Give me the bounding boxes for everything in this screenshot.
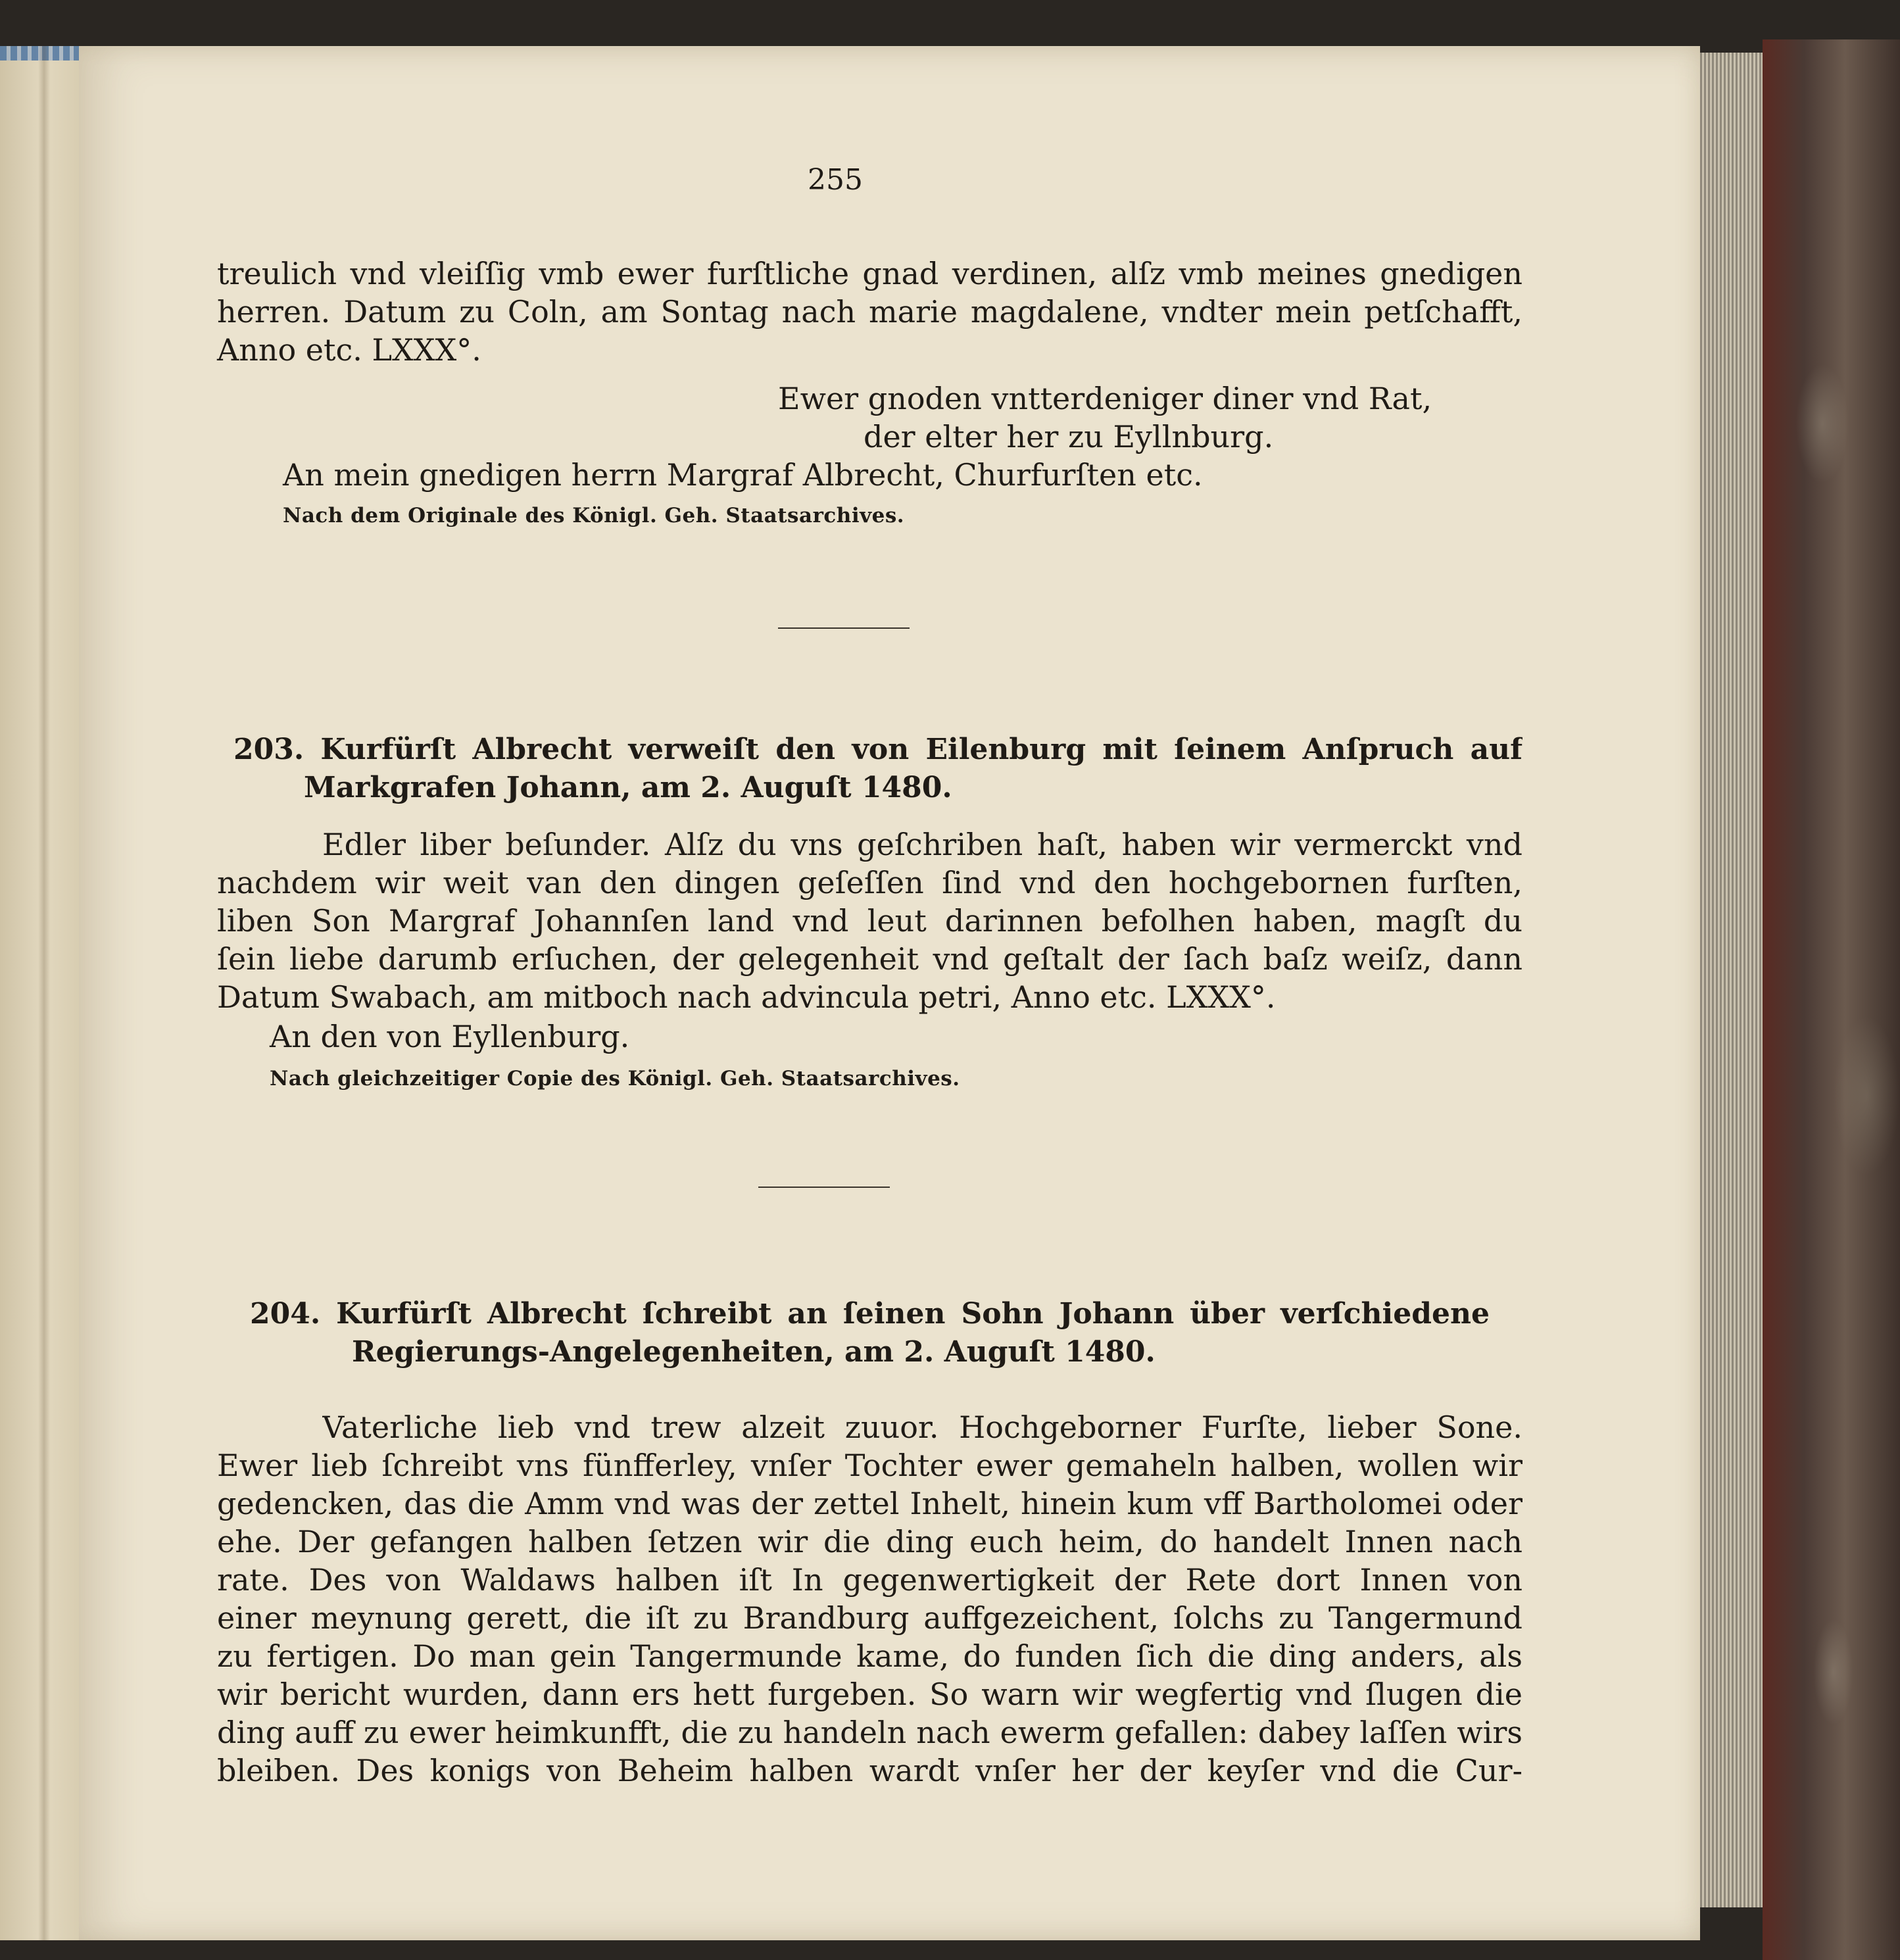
text-line: einer meynung gerett, die iſt zu Brandburg auffgezeichent, ſolchs zu Tangermund <box>217 1600 1522 1636</box>
address-line: An den von Eyllenburg. <box>270 1019 630 1054</box>
cover-marbling <box>1789 39 1900 1960</box>
text-line: nachdem wir weit van den dingen geſeſſen ſind vnd den hochgebornen furſten, <box>217 865 1522 900</box>
text-line: treulich vnd vleiſſig vmb ewer furſtliche gnad verdinen, alſz vmb meines gnedigen <box>217 256 1522 291</box>
text-line: wir bericht wurden, dann ers hett furgeben. So warn wir wegfertig vnd ſlugen die <box>217 1677 1522 1712</box>
text-line: rate. Des von Waldaws halben iſt In gegenwertigkeit der Rete dort Innen von <box>217 1562 1522 1598</box>
document-heading: Regierungs-Angelegenheiten, am 2. Auguſt 1480. <box>352 1335 1156 1369</box>
page-edges <box>1700 53 1763 1907</box>
document-heading: 204. Kurfürſt Albrecht ſchreibt an ſeinen Sohn Johann über verſchiedene <box>250 1297 1490 1331</box>
signature-line: Ewer gnoden vntterdeniger diner vnd Rat, <box>778 381 1432 416</box>
section-divider <box>758 1187 890 1188</box>
source-note: Nach gleichzeitiger Copie des Königl. Geh. Staatsarchives. <box>270 1067 960 1090</box>
page-number: 255 <box>808 163 863 197</box>
text-line: Ewer lieb ſchreibt vns fünfferley, vnſer Tochter ewer gemaheln halben, wollen wir <box>217 1448 1522 1483</box>
document-heading: Markgrafen Johann, am 2. Auguſt 1480. <box>304 771 952 804</box>
text-line: zu fertigen. Do man gein Tangermunde kame, do funden ſich die ding anders, als <box>217 1638 1522 1674</box>
text-line: Edler liber beſunder. Alſz du vns geſchriben haſt, haben wir vermerckt vnd <box>322 827 1522 862</box>
signature-line: der elter her zu Eyllnburg. <box>864 419 1274 454</box>
text-line: Datum Swabach, am mitboch nach advincula petri, Anno etc. LXXX°. <box>217 979 1276 1015</box>
text-line: bleiben. Des konigs von Beheim halben wardt vnſer her der keyſer vnd die Cur- <box>217 1753 1522 1788</box>
page-content <box>79 46 1700 1940</box>
text-line: Anno etc. LXXX°. <box>217 332 481 368</box>
book-page <box>79 46 1700 1940</box>
text-line: gedencken, das die Amm vnd was der zettel Inhelt, hinein kum vff Bartholomei oder <box>217 1486 1522 1521</box>
spine-fold <box>38 46 50 1940</box>
section-divider <box>778 627 910 629</box>
text-line: ding auff zu ewer heimkunfft, die zu handeln nach ewerm gefallen: dabey laſſen wirs <box>217 1715 1522 1750</box>
source-note: Nach dem Originale des Königl. Geh. Staatsarchives. <box>283 504 905 527</box>
text-line: herren. Datum zu Coln, am Sontag nach marie magdalene, vndter mein petſchafft, <box>217 294 1522 330</box>
text-line: ſein liebe darumb erſuchen, der gelegenheit vnd geſtalt der ſach baſz weiſz, dann <box>217 941 1522 977</box>
text-line: ehe. Der gefangen halben ſetzen wir die ding euch heim, do handelt Innen nach <box>217 1524 1522 1559</box>
document-heading: 203. Kurfürſt Albrecht verweiſt den von Eilenburg mit ſeinem Anſpruch auf <box>233 733 1522 766</box>
address-line: An mein gnedigen herrn Margraf Albrecht, Churfurſten etc. <box>283 457 1203 493</box>
text-line: liben Son Margraf Johannſen land vnd leut darinnen befolhen haben, magſt du <box>217 903 1522 939</box>
text-line: Vaterliche lieb vnd trew alzeit zuuor. Hochgeborner Furſte, lieber Sone. <box>322 1409 1522 1445</box>
